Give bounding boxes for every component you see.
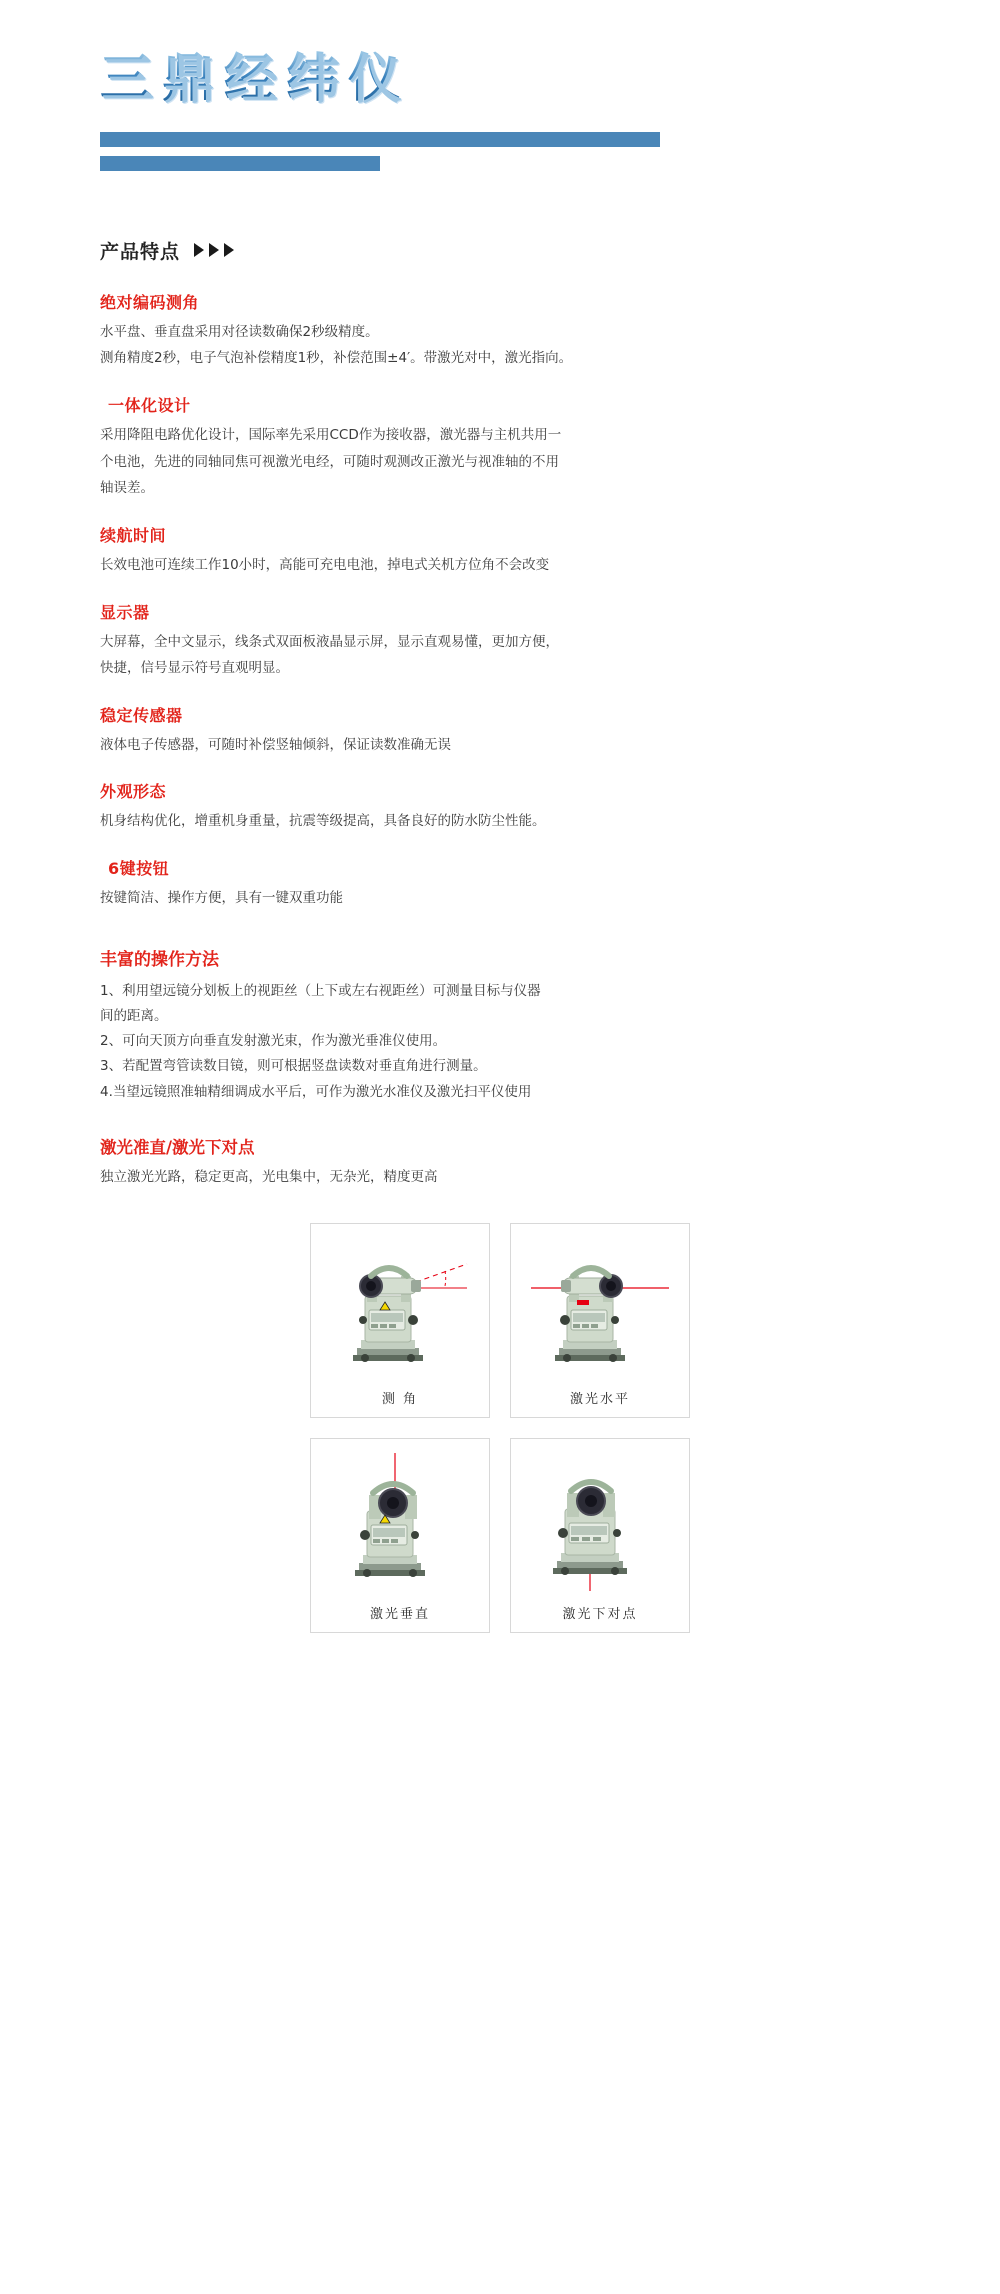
feature-text-line: 液体电子传感器，可随时补偿竖轴倾斜，保证读数准确无误 (100, 736, 451, 753)
feature-text-line: 个电池，先进的同轴同焦可视激光电经，可随时观测改正激光与视准轴的不用 (100, 453, 559, 470)
feature-item (100, 393, 900, 501)
operation-line: 2、可向天顶方向垂直发射激光束，作为激光垂准仪使用。 (100, 1033, 447, 1050)
product-image-gallery (310, 1223, 690, 1633)
theodolite-laser-plummet-photo (525, 1451, 675, 1593)
gallery-card[interactable] (310, 1438, 490, 1633)
operation-line: 间的距离。 (100, 1007, 168, 1024)
operation-line: 3、若配置弯管读数目镜，则可根据竖盘读数对垂直角进行测量。 (100, 1058, 487, 1075)
gallery-caption: 激光垂直 (369, 1606, 430, 1622)
gallery-caption: 测 角 (381, 1391, 419, 1407)
feature-text-line: 采用降阻电路优化设计，国际率先采用CCD作为接收器，激光器与主机共用一 (100, 427, 562, 444)
feature-title: 外观形态 (100, 782, 167, 802)
theodolite-laser-horizontal-photo (525, 1236, 675, 1378)
brand-bar-short (100, 156, 380, 171)
brand-bar-long (100, 132, 660, 147)
brand-header (0, 0, 1000, 171)
feature-text-line: 测角精度2秒，电子气泡补偿精度1秒，补偿范围±4′。带激光对中，激光指向。 (100, 350, 573, 367)
gallery-card[interactable] (510, 1438, 690, 1633)
operation-line: 1、利用望远镜分划板上的视距丝（上下或左右视距丝）可测量目标与仪器 (100, 982, 541, 999)
feature-title: 6键按钮 (108, 859, 170, 879)
operation-line: 4.当望远镜照准轴精细调成水平后，可作为激光水准仪及激光扫平仪使用 (100, 1083, 532, 1100)
feature-item (100, 523, 900, 578)
operation-methods-section (0, 945, 1000, 1104)
feature-text-line: 大屏幕，全中文显示，线条式双面板液晶显示屏，显示直观易懂，更加方便， (100, 633, 559, 650)
feature-title: 绝对编码测角 (100, 292, 200, 312)
feature-text-line: 快捷，信号显示符号直观明显。 (100, 660, 289, 677)
feature-item (100, 779, 900, 834)
feature-list (0, 290, 1000, 911)
feature-text-line: 机身结构优化，增重机身重量，抗震等级提高，具备良好的防水防尘性能。 (100, 813, 546, 830)
feature-title: 显示器 (100, 602, 150, 622)
brand-divider-bars (100, 132, 1000, 171)
operation-methods-title: 丰富的操作方法 (100, 949, 219, 970)
theodolite-angle-measure-photo (325, 1236, 475, 1378)
feature-item (100, 856, 900, 911)
gallery-card[interactable] (310, 1223, 490, 1418)
features-heading-label: 产品特点 (100, 240, 181, 263)
feature-item (100, 703, 900, 758)
theodolite-laser-vertical-photo (325, 1451, 475, 1593)
features-section-heading (100, 237, 1000, 264)
feature-item (100, 600, 900, 681)
brand-title: 三鼎经纬仪 (100, 49, 411, 109)
feature-title: 稳定传感器 (100, 705, 183, 725)
feature-title: 一体化设计 (108, 396, 191, 416)
feature-title: 续航时间 (100, 525, 167, 545)
feature-text-line: 轴误差。 (100, 480, 154, 497)
triangle-right-icon (194, 243, 234, 257)
laser-section (0, 1134, 1000, 1189)
gallery-caption: 激光下对点 (562, 1606, 638, 1622)
laser-text: 独立激光光路，稳定更高，光电集中，无杂光，精度更高 (100, 1168, 438, 1185)
feature-item (100, 290, 900, 371)
feature-text-line: 水平盘、垂直盘采用对径读数确保2秒级精度。 (100, 323, 379, 340)
feature-text-line: 长效电池可连续工作10小时，高能可充电电池，掉电式关机方位角不会改变 (100, 556, 550, 573)
gallery-caption: 激光水平 (569, 1391, 630, 1407)
feature-text-line: 按键简洁、操作方便，具有一键双重功能 (100, 890, 343, 907)
laser-title: 激光准直/激光下对点 (100, 1137, 255, 1157)
gallery-card[interactable] (510, 1223, 690, 1418)
